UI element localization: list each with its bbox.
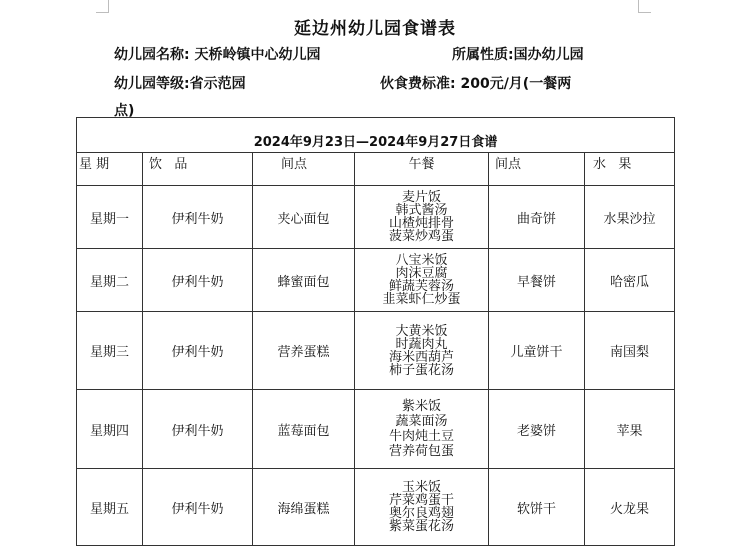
lunch-dish: 海米西葫芦	[388, 349, 454, 365]
weekly-menu-table	[76, 117, 675, 546]
header-row	[77, 153, 675, 186]
lunch-dish: 奥尔良鸡翅	[388, 506, 454, 521]
row-fruit: 南国梨	[585, 312, 675, 390]
row-snack-afternoon: 老婆饼	[489, 390, 585, 469]
lunch-dish: 肉沫豆腐	[395, 266, 448, 281]
menu-period: 2024年9月23日—2024年9月27日食谱	[77, 118, 675, 153]
table-row	[77, 312, 675, 390]
row-lunch	[355, 390, 489, 469]
lunch-dish: 麦片饭	[401, 190, 441, 205]
lunch-dish: 韭菜虾仁炒蛋	[382, 292, 461, 307]
row-snack-morning: 营养蛋糕	[253, 312, 355, 390]
lunch-dish: 鲜蔬芙蓉汤	[388, 279, 454, 294]
row-snack-morning: 蓝莓面包	[253, 390, 355, 469]
table-row	[77, 469, 675, 546]
lunch-dish: 大黄米饭	[395, 323, 448, 339]
lunch-dish: 柿子蛋花汤	[388, 362, 454, 378]
row-snack-afternoon: 曲奇饼	[489, 186, 585, 249]
header-day: 星 期	[77, 153, 143, 186]
row-drink: 伊利牛奶	[143, 249, 253, 312]
row-fruit: 火龙果	[585, 469, 675, 546]
document-title: 延边州幼儿园食谱表	[294, 19, 456, 39]
lunch-dish: 菠菜炒鸡蛋	[388, 229, 454, 244]
row-day: 星期四	[77, 390, 143, 469]
lunch-dish: 紫米饭	[401, 399, 441, 414]
lunch-dish: 营养荷包蛋	[388, 444, 454, 459]
row-snack-morning: 夹心面包	[253, 186, 355, 249]
header-fruit: 水 果	[585, 153, 675, 186]
row-day: 星期三	[77, 312, 143, 390]
table-row	[77, 249, 675, 312]
row-drink: 伊利牛奶	[143, 312, 253, 390]
row-drink: 伊利牛奶	[143, 390, 253, 469]
row-drink: 伊利牛奶	[143, 186, 253, 249]
row-snack-afternoon: 软饼干	[489, 469, 585, 546]
row-drink: 伊利牛奶	[143, 469, 253, 546]
row-snack-morning: 海绵蛋糕	[253, 469, 355, 546]
row-lunch	[355, 249, 489, 312]
page-corner-mark-left	[96, 0, 109, 13]
header-snack-afternoon: 间点	[489, 153, 585, 186]
lunch-dish: 蔬菜面汤	[395, 414, 448, 429]
kindergarten-level: 幼儿园等级:省示范园	[114, 76, 246, 92]
row-lunch	[355, 312, 489, 390]
row-lunch	[355, 186, 489, 249]
table-row	[77, 186, 675, 249]
lunch-dish: 韩式酱汤	[395, 203, 448, 218]
table-row	[77, 390, 675, 469]
lunch-dish: 山楂炖排骨	[388, 216, 454, 231]
row-snack-afternoon: 儿童饼干	[489, 312, 585, 390]
row-day: 星期一	[77, 186, 143, 249]
header-lunch: 午餐	[355, 153, 489, 186]
meal-fee-standard-cont: 点)	[114, 103, 135, 119]
lunch-dish: 八宝米饭	[395, 253, 448, 268]
header-snack-morning: 间点	[253, 153, 355, 186]
row-fruit: 水果沙拉	[585, 186, 675, 249]
row-day: 星期五	[77, 469, 143, 546]
lunch-dish: 紫菜蛋花汤	[388, 519, 454, 534]
row-snack-afternoon: 早餐饼	[489, 249, 585, 312]
lunch-dish: 牛肉炖土豆	[388, 429, 454, 444]
kindergarten-name: 幼儿园名称: 天桥岭镇中心幼儿园	[114, 47, 321, 63]
row-day: 星期二	[77, 249, 143, 312]
row-snack-morning: 蜂蜜面包	[253, 249, 355, 312]
row-fruit: 苹果	[585, 390, 675, 469]
meal-fee-standard: 伙食费标准: 200元/月(一餐两	[380, 76, 572, 92]
row-lunch	[355, 469, 489, 546]
row-fruit: 哈密瓜	[585, 249, 675, 312]
lunch-dish: 时蔬肉丸	[395, 336, 448, 352]
lunch-dish: 玉米饭	[401, 480, 441, 495]
header-drink: 饮 品	[143, 153, 253, 186]
lunch-dish: 芹菜鸡蛋干	[388, 493, 454, 508]
kindergarten-nature: 所属性质:国办幼儿园	[452, 47, 584, 63]
page-corner-mark-right	[638, 0, 651, 13]
